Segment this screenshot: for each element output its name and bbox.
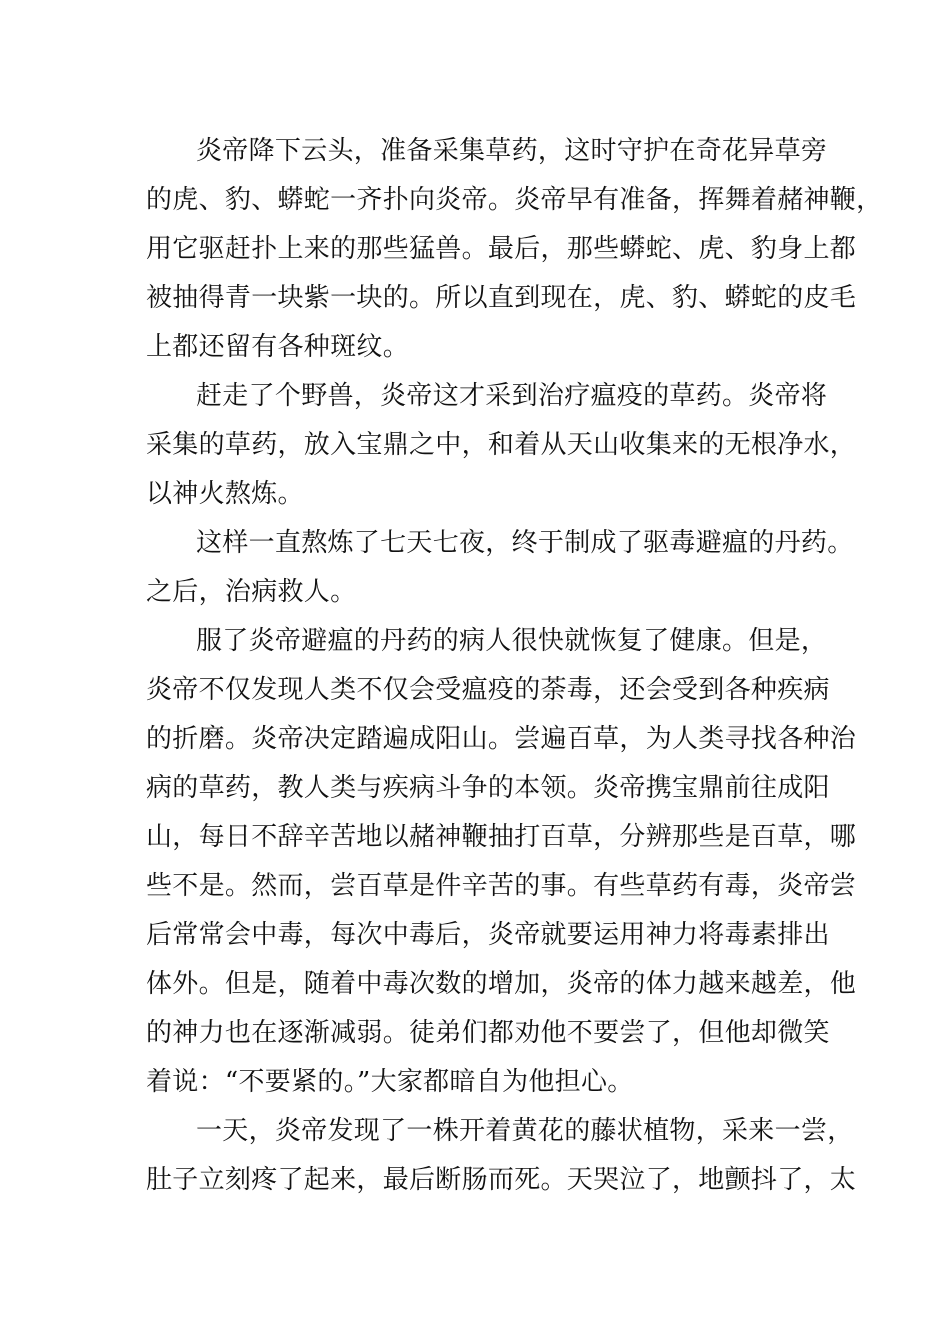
text-line: 炎帝降下云头，准备采集草药，这时守护在奇花异草旁 xyxy=(196,136,828,166)
text-line: 的虎、豹、蟒蛇一齐扑向炎帝。炎帝早有准备，挥舞着赭神鞭， xyxy=(146,185,883,215)
text-line: 以神火熬炼。 xyxy=(146,479,304,509)
text-line: 采集的草药，放入宝鼎之中，和着从天山收集来的无根净水， xyxy=(146,430,857,460)
text-line: 被抽得青一块紫一块的。所以直到现在，虎、豹、蟒蛇的皮毛 xyxy=(146,283,857,313)
text-line: 山，每日不辞辛苦地以赭神鞭抽打百草，分辨那些是百草，哪 xyxy=(146,822,857,852)
text-line: 这样一直熬炼了七天七夜，终于制成了驱毒避瘟的丹药。 xyxy=(196,528,854,558)
text-line: 炎帝不仅发现人类不仅会受瘟疫的荼毒，还会受到各种疾病 xyxy=(146,675,830,705)
text-line: 的折磨。炎帝决定踏遍成阳山。尝遍百草，为人类寻找各种治 xyxy=(146,724,857,754)
text-line: 上都还留有各种斑纹。 xyxy=(146,332,410,362)
text-line: 服了炎帝避瘟的丹药的病人很快就恢复了健康。但是， xyxy=(196,626,828,656)
text-line: 些不是。然而，尝百草是件辛苦的事。有些草药有毒，炎帝尝 xyxy=(146,871,857,901)
text-line: 病的草药，教人类与疾病斗争的本领。炎帝携宝鼎前往成阳 xyxy=(146,773,830,803)
text-line: 之后，治病救人。 xyxy=(146,577,357,607)
text-line: 一天，炎帝发现了一株开着黄花的藤状植物，采来一尝， xyxy=(196,1116,854,1146)
text-line: 肚子立刻疼了起来，最后断肠而死。天哭泣了，地颤抖了，太 xyxy=(146,1165,857,1195)
text-line: 着说：“不要紧的。”大家都暗自为他担心。 xyxy=(146,1067,634,1097)
text-line: 后常常会中毒，每次中毒后，炎帝就要运用神力将毒素排出 xyxy=(146,920,830,950)
text-line: 体外。但是，随着中毒次数的增加，炎帝的体力越来越差，他 xyxy=(146,969,857,999)
text-line: 用它驱赶扑上来的那些猛兽。最后，那些蟒蛇、虎、豹身上都 xyxy=(146,234,857,264)
text-line: 的神力也在逐渐减弱。徒弟们都劝他不要尝了，但他却微笑 xyxy=(146,1018,830,1048)
text-line: 赶走了个野兽，炎帝这才采到治疗瘟疫的草药。炎帝将 xyxy=(196,381,828,411)
